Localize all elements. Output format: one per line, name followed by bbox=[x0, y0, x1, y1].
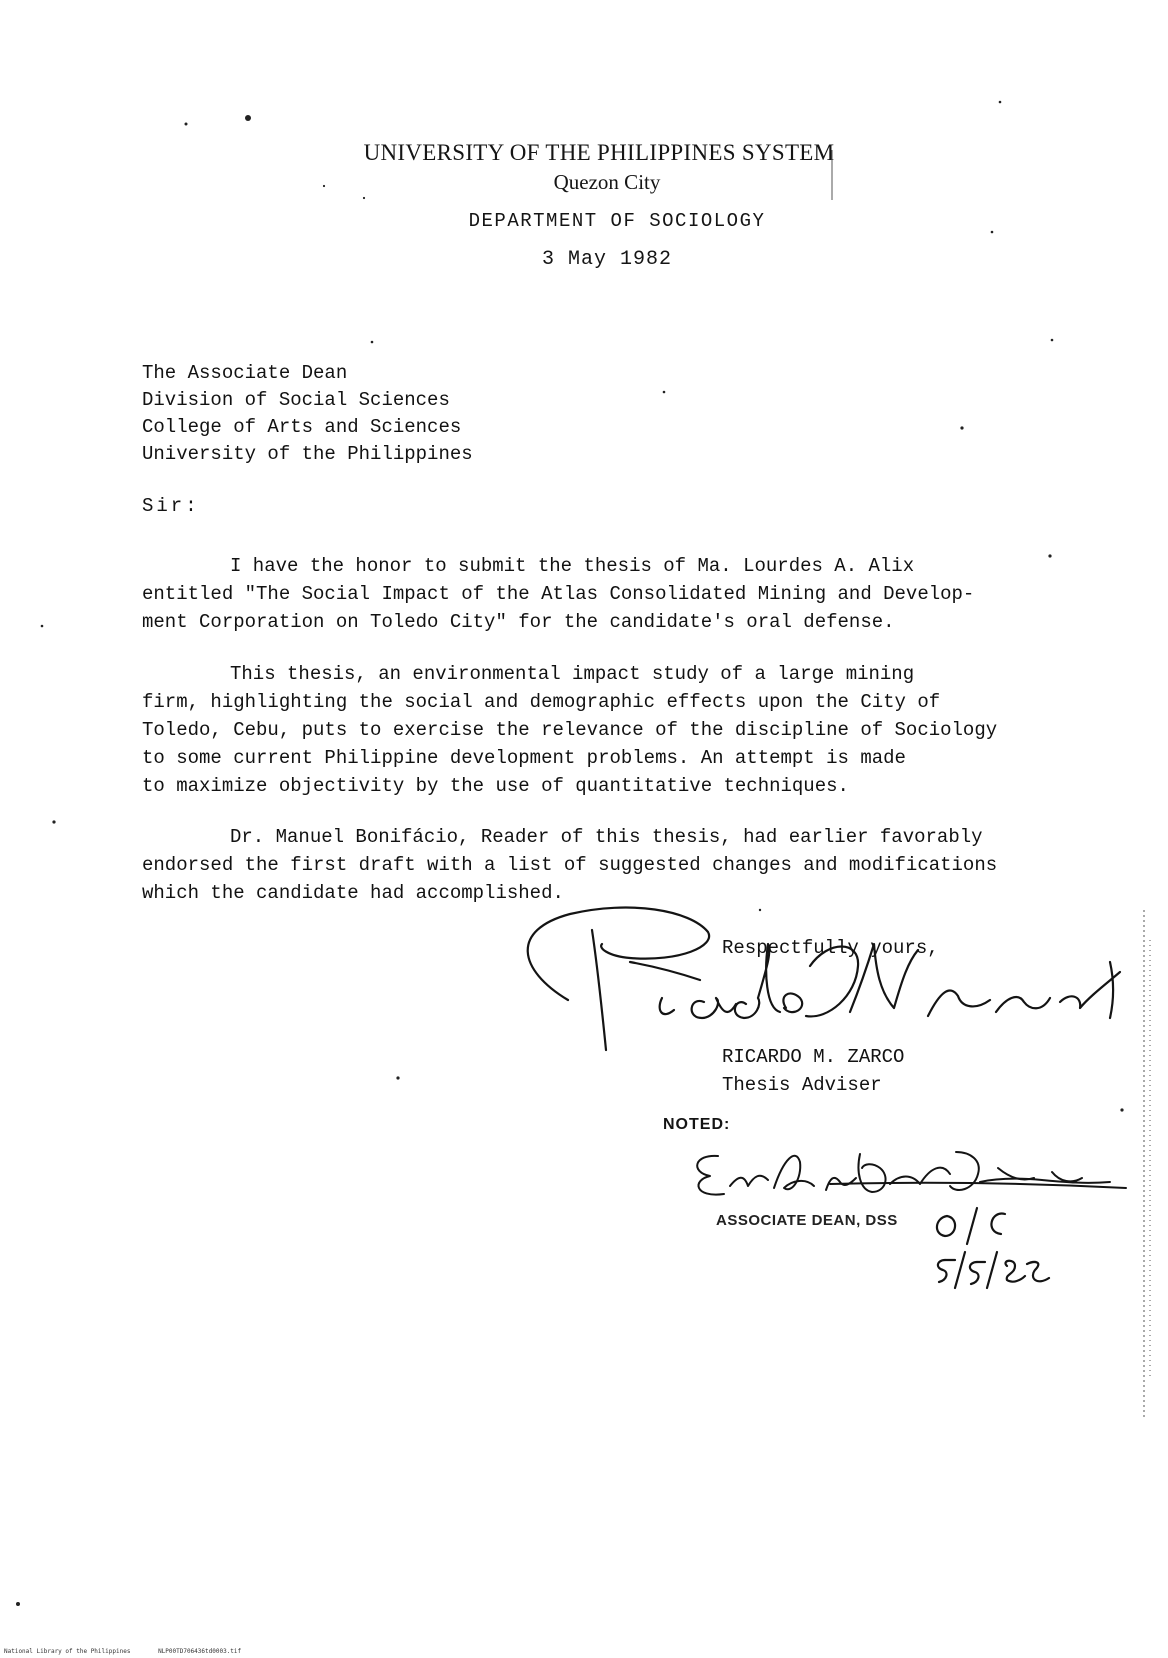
closing: Respectfully yours, bbox=[722, 937, 939, 959]
noted-label: NOTED: bbox=[663, 1116, 731, 1133]
paragraph-line: This thesis, an environmental impact study of a large mining bbox=[230, 663, 915, 685]
signer-title: Thesis Adviser bbox=[722, 1074, 882, 1096]
recipient-line: The Associate Dean bbox=[142, 362, 348, 384]
signer-name: RICARDO M. ZARCO bbox=[722, 1046, 905, 1068]
paragraph-line: Toledo, Cebu, puts to exercise the relevance of the discipline of Sociology bbox=[142, 719, 998, 741]
dean-role: ASSOCIATE DEAN, DSS bbox=[716, 1212, 898, 1229]
letter-date: 3 May 1982 bbox=[541, 248, 673, 271]
recipient-line: University of the Philippines bbox=[142, 443, 473, 465]
paragraph-line: firm, highlighting the social and demographic effects upon the City of bbox=[142, 691, 941, 713]
letterhead-university: UNIVERSITY OF THE PHILIPPINES SYSTEM bbox=[363, 140, 835, 165]
footer-library: National Library of the Philippines bbox=[4, 1648, 131, 1655]
paragraph-line: which the candidate had accomplished. bbox=[142, 882, 564, 904]
letterhead-department: DEPARTMENT OF SOCIOLOGY bbox=[468, 210, 766, 232]
paragraph-line: endorsed the first draft with a list of suggested changes and modifications bbox=[142, 854, 998, 876]
paragraph-line: to some current Philippine development problems. An attempt is made bbox=[142, 747, 906, 769]
letterhead-city: Quezon City bbox=[553, 170, 661, 194]
footer-file: NLP00TD706436td0003.tif bbox=[158, 1648, 242, 1655]
paragraph-line: ment Corporation on Toledo City" for the candidate's oral defense. bbox=[142, 611, 895, 633]
paragraph-line: Dr. Manuel Bonifácio, Reader of this thesis, had earlier favorably bbox=[230, 826, 983, 848]
paragraph-line: to maximize objectivity by the use of quantitative techniques. bbox=[142, 775, 849, 797]
paragraph-line: entitled "The Social Impact of the Atlas Consolidated Mining and Develop- bbox=[142, 583, 975, 605]
recipient-line: College of Arts and Sciences bbox=[142, 416, 462, 438]
scan-footer bbox=[4, 1648, 265, 1655]
recipient-line: Division of Social Sciences bbox=[142, 389, 450, 411]
salutation: Sir: bbox=[142, 495, 200, 517]
paragraph-line: I have the honor to submit the thesis of Ma. Lourdes A. Alix bbox=[230, 555, 915, 577]
